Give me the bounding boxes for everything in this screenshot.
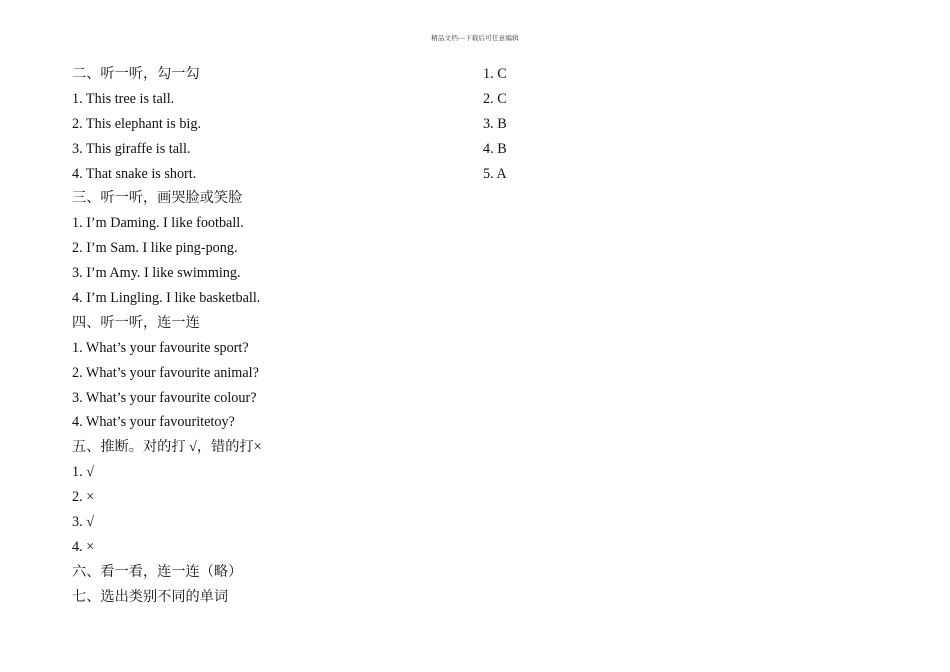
text-line: 4. That snake is short. xyxy=(72,165,197,182)
section-heading-2: 二、听一听，勾一勾 xyxy=(72,66,200,82)
answer-text-right-column xyxy=(483,62,683,186)
answer-line: 5. A xyxy=(483,165,507,182)
text-line: 2. What’s your favourite animal? xyxy=(72,364,259,381)
text-line: 3. √ xyxy=(72,514,94,531)
text-line: 1. This tree is tall. xyxy=(72,90,175,107)
text-line: 1. What’s your favourite sport? xyxy=(72,339,249,356)
section-heading-7: 七、选出类别不同的单词 xyxy=(72,588,229,605)
text-line: 4. I’m Lingling. I like basketball. xyxy=(72,290,261,307)
text-line: 2. × xyxy=(72,489,95,506)
text-line: 1. √ xyxy=(72,464,94,481)
answer-line: 3. B xyxy=(483,115,507,132)
text-line: 3. What’s your favourite colour? xyxy=(72,389,257,406)
text-line: 3. This giraffe is tall. xyxy=(72,140,191,157)
section-heading-5: 五、推断。对的打 √，错的打× xyxy=(72,439,262,456)
text-line: 2. I’m Sam. I like ping-pong. xyxy=(72,240,238,257)
text-line: 3. I’m Amy. I like swimming. xyxy=(72,265,241,282)
answer-line: 4. B xyxy=(483,140,507,157)
text-line: 4. × xyxy=(72,538,95,555)
answer-text-left-column xyxy=(72,62,462,610)
text-line: 1. I’m Daming. I like football. xyxy=(72,215,244,232)
page-header-note: 精品文档---下载后可任意编辑 xyxy=(431,35,519,42)
section-heading-4: 四、听一听，连一连 xyxy=(72,314,200,331)
text-line: 4. What’s your favouritetoy? xyxy=(72,414,235,431)
text-line: 2. This elephant is big. xyxy=(72,115,201,132)
answer-line: 1. C xyxy=(483,66,507,82)
section-heading-3: 三、听一听，画哭脸或笑脸 xyxy=(72,190,243,207)
section-heading-6: 六、看一看，连一连（略） xyxy=(72,563,243,580)
answer-line: 2. C xyxy=(483,90,507,107)
